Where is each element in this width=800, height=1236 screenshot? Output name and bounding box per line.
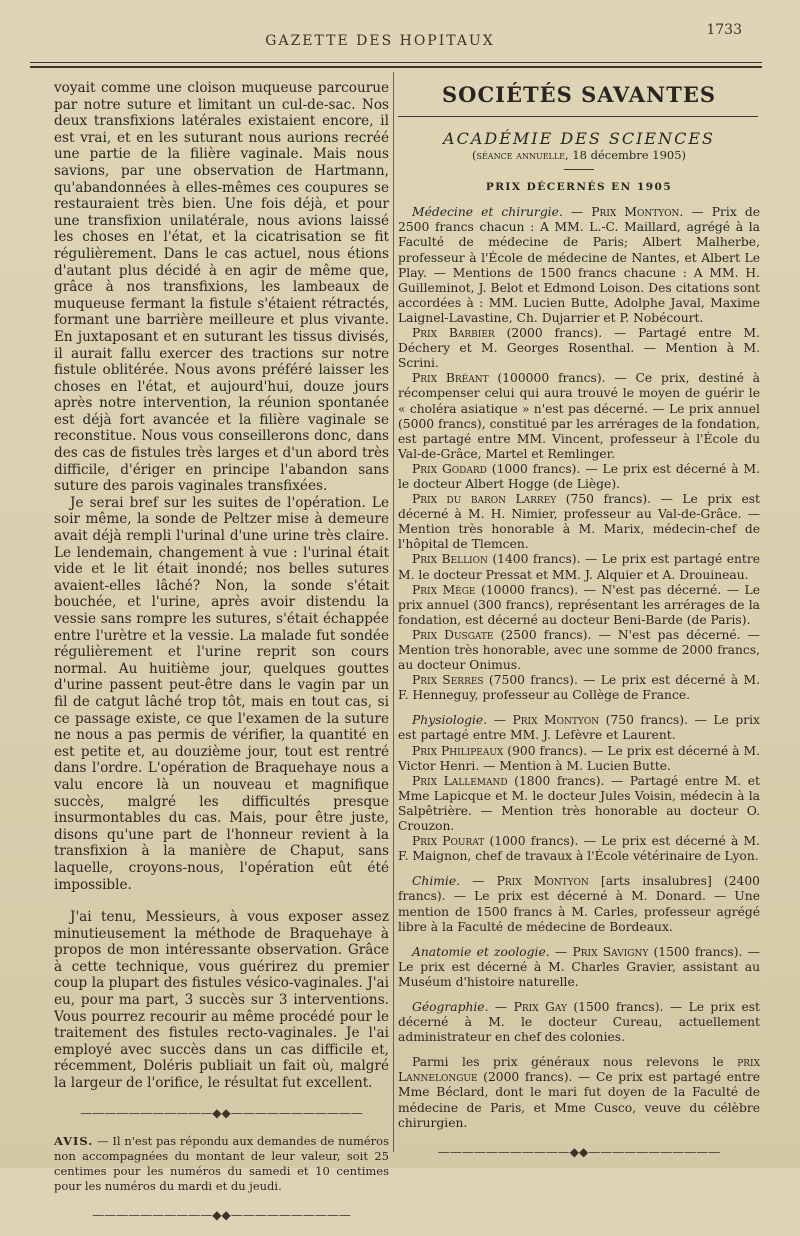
prize-name: Prix Barbier (412, 326, 495, 341)
header-rule-bottom (30, 66, 762, 68)
prize-name: Prix du baron Larrey (412, 492, 557, 507)
prize-entry: Chimie. — Prix Montyon [arts insalubres] (2400 francs). — Le prix est décerné à M. Donard. — Une mention de 1500 francs à M. Carles, professeur agrégé libre à la Faculté de médecine de Bordeaux. (398, 874, 760, 934)
notice-text: — Il n'est pas répondu aux demandes de numéros non accompagnées du montant de leur valeur, soit 25 centimes pour les numéros du samedi et 10 centimes pour les numéros du mardi et du jeudi. (54, 1133, 389, 1193)
prize-name: Prix Gay (513, 999, 567, 1014)
prize-entry (398, 774, 760, 834)
closing-paragraph (398, 1055, 760, 1130)
prize-entry (398, 628, 760, 673)
prize-name: Prix Bellion (412, 552, 488, 567)
discipline-label: Physiologie. (412, 713, 488, 728)
subscription-notice (54, 1134, 389, 1194)
prize-name: Prix Pourat (412, 834, 485, 849)
prize-name: Prix Mège (412, 582, 476, 597)
prize-text: (1500 francs). — Le prix est décerné à M. le docteur Cureau, actuellement administrateur en chef des colonies. (398, 999, 760, 1045)
prize-entry (398, 492, 760, 552)
prize-entry (398, 326, 760, 371)
prize-entry (398, 462, 760, 492)
prize-text: (2000 francs). — Partagé entre M. Déchery et M. Georges Rosenthal. — Mention à M. Scrini. (398, 326, 760, 371)
closing-text: (2000 francs). — Ce prix est partagé entre Mme Béclard, dont le mari fut doyen de la Faculté de médecine de Paris, et Mme Cusco, veuve du célèbre chirurgien. (398, 1070, 760, 1130)
prize-name: Prix Montyon (496, 874, 589, 889)
prize-name: Prix Lallemand (412, 773, 508, 788)
prize-text: (10000 francs). — N'est pas décerné. — Le prix annuel (300 francs), représentant les arrérages de la fondation, est décerné au docteur Beni-Barde (de Paris). (398, 582, 760, 627)
prize-name: Prix Montyon. (591, 205, 684, 220)
prize-entry (398, 552, 760, 582)
left-column (54, 80, 389, 1236)
prize-entry (398, 673, 760, 703)
prize-text: (750 francs). — Le prix est partagé entre MM. J. Lefèvre et Laurent. (398, 713, 760, 743)
prize-entry: Géographie. — Prix Gay (1500 francs). — Le prix est décerné à M. le docteur Cureau, actuellement administrateur en chef des colonies. (398, 999, 760, 1045)
short-rule (564, 169, 594, 170)
notice-label: AVIS. (54, 1133, 94, 1148)
session-date: 18 décembre 1905) (568, 148, 687, 163)
discipline-label: Médecine et chirurgie. (412, 205, 563, 220)
section-rule (398, 116, 758, 117)
closing-prize: prix Lannelongue (398, 1055, 760, 1085)
prize-text: (1000 francs). — Le prix est décerné à M. le docteur Albert Hogge (de Liège). (398, 461, 760, 491)
page-number: 1733 (706, 22, 742, 38)
prize-name: Prix Philipeaux (412, 743, 504, 758)
section-title: SOCIÉTÉS SAVANTES (442, 82, 716, 107)
prize-name: Prix Godard (412, 461, 487, 476)
discipline-label: Chimie. (412, 874, 461, 889)
prize-text: (1000 francs). — Le prix est décerné à M. F. Maignon, chef de travaux à l'École vétérinaire de Lyon. (398, 834, 760, 864)
discipline-label: Géographie. (412, 999, 489, 1014)
session-line (398, 148, 760, 163)
right-column (398, 80, 760, 1173)
discipline-label: Anatomie et zoologie. (412, 944, 550, 959)
prize-text: (750 francs). — Le prix est décerné à M. H. Nimier, professeur au Val-de-Grâce. — Mention très honorable à M. Marix, médecin-chef de l'hôpital de Tlemcen. (398, 492, 760, 552)
prize-entry: Physiologie. — Prix Montyon (750 francs). — Le prix est partagé entre MM. J. Lefèvre et Laurent. (398, 713, 760, 743)
closing-intro: Parmi les prix généraux nous relevons le (412, 1055, 738, 1070)
prize-entry (398, 371, 760, 462)
body-paragraph: Je serai bref sur les suites de l'opération. Le soir même, la sonde de Peltzer mise à demeure avait déjà rempli l'urinal d'une urine très claire. Le lendemain, changement à vue : l'urinal était vide et le lit était inondé; nos belles sutures avaient-elles lâché? Non, la sonde s'était bouchée, et l'urine, après avoir distendu la vessie sans rompre les sutures, s'était échappée entre l'urètre et la vessie. La malade fut sondée régulièrement et l'urine reprit son cours normal. Au huitième jour, quelques gouttes d'urine passent peut-être dans le vagin par un fil de catgut lâché trop tôt, mais en tout cas, si ce passage existe, ce que l'examen de la suture ne nous a pas permis de vérifier, la quantité en est petite et, au douzième jour, tout est rentré dans l'ordre. L'opération de Braquehaye nous a valu encore là un nouveau et magnifique succès, malgré les difficultés presque insurmontables du cas. Mais, pour être juste, disons qu'une part de l'honneur revient à la transfixion à la manière de Chaput, sans laquelle, croyons-nous, l'opération eût été impossible. (54, 494, 389, 893)
prize-text: (1500 francs). — Le prix est décerné à M. Charles Gravier, assistant au Muséum d'histoire naturelle. (398, 944, 760, 989)
running-title: GAZETTE DES HOPITAUX (265, 33, 495, 49)
session-open: ( (471, 148, 477, 163)
prize-entry (398, 583, 760, 628)
prize-entry (398, 744, 760, 774)
prize-entry (398, 834, 760, 864)
prize-entries (398, 205, 760, 1045)
column-divider (393, 72, 394, 1152)
ornament-divider: ———————————◆◆——————————— (80, 1105, 363, 1120)
prizes-heading: PRIX DÉCERNÉS EN 1905 (485, 181, 673, 194)
ornament-divider: ———————————◆◆——————————— (437, 1144, 721, 1159)
body-paragraph: voyait comme une cloison muqueuse parcourue par notre suture et limitant un cul-de-sac. Nos deux transfixions latérales existaient encore, il est vrai, et en les suturant nous aurions recréé une partie de la filière vaginale. Mais nous savions, par une observation de Hartmann, qu'abandonnées à elles-mêmes ces coupures se restauraient très bien. Une fois déjà, et pour une transfixion unilatérale, nous avions laissé les choses en l'état, et la cicatrisation se fit régulièrement. Dans le cas actuel, nous étions d'autant plus décidé à en agir de même que, grâce à nos transfixions, les lambeaux de muqueuse fermant la fistule s'étaient rétractés, formant une barrière meilleure et plus vivante. En juxtaposant et en suturant les tissus divisés, il aurait fallu exercer des tractions sur notre fistule oblitérée. Nous avons préféré laisser les choses en l'état, et aujourd'hui, douze jours après notre intervention, la réunion spontanée est déjà fort avancée et la filière vaginale se reconstitue. Nous vous conseillerons donc, dans des cas de fistules très larges et d'un abord très difficile, d'ériger en principe l'abandon sans suture des parois vaginales transfixées. (54, 80, 389, 495)
prize-entry: Anatomie et zoologie. — Prix Savigny (1500 francs). — Le prix est décerné à M. Charles Gravier, assistant au Muséum d'histoire naturelle. (398, 944, 760, 989)
prize-name: Prix Bréant (412, 371, 489, 386)
prize-name: Prix Serres (412, 673, 484, 688)
prize-name: Prix Dusgate (412, 627, 494, 642)
body-paragraph: J'ai tenu, Messieurs, à vous exposer assez minutieusement la méthode de Braquehaye à propos de mon intéressante observation. Grâce à cette technique, vous guérirez du premier coup la plupart des fistules vésico-vaginales. J'ai eu, pour ma part, 3 succès sur 3 interventions. Vous pourrez recourir au même procédé pour le traitement des fistules recto-vaginales. Je l'ai employé avec succès dans un cas difficile et, récemment, Doléris publiait un fait où, malgré la largeur de l'orifice, le résultat fut excellent. (54, 909, 389, 1092)
session-label: séance annuelle, (476, 148, 569, 163)
prize-text: (1800 francs). — Partagé entre M. et Mme Lapicque et M. le docteur Jules Voisin, médecin à la Salpêtrière. — Mention très honorable au docteur O. Crouzon. (398, 773, 760, 834)
prize-text: (2500 francs). — N'est pas décerné. — Mention très honorable, avec une somme de 2000 francs, au docteur Onimus. (398, 627, 760, 673)
ornament-divider: ——————————◆◆—————————— (92, 1207, 351, 1222)
page-header (0, 0, 800, 84)
prize-text: (7500 francs). — Le prix est décerné à M. F. Henneguy, professeur au Collège de France. (398, 673, 760, 703)
header-rule-top (30, 62, 762, 63)
prize-text: [arts insalubres] (2400 francs). — Le prix est décerné à M. Donard. — Une mention de 1500 francs à M. Carles, professeur agrégé libre à la Faculté de médecine de Bordeaux. (398, 874, 760, 934)
prize-text: (900 francs). — Le prix est décerné à M. Victor Henri. — Mention à M. Lucien Butte. (398, 743, 761, 773)
prize-text: (1400 francs). — Le prix est partagé entre M. le docteur Pressat et MM. J. Alquier et A. Drouineau. (398, 552, 760, 582)
prize-name: Prix Savigny (572, 944, 649, 959)
prize-text: — Prix de 2500 francs chacun : A MM. L.-C. Maillard, agrégé à la Faculté de médecine de Paris; Albert Malherbe, professeur à l'École de médecine de Nantes, et Albert Le Play. — Mentions de 1500 francs chacune : A MM. H. Guilleminot, J. Belot et Edmond Loison. Des citations sont accordées à : MM. Lucien Butte, Adolphe Javal, Maxime Laignel-Lavastine, Ch. Dujarrier et P. Nobécourt. (398, 205, 760, 325)
academy-title: ACADÉMIE DES SCIENCES (443, 129, 715, 148)
prize-entry: Médecine et chirurgie. — Prix Montyon. — Prix de 2500 francs chacun : A MM. L.-C. Maillard, agrégé à la Faculté de médecine de Paris; Albert Malherbe, professeur à l'École de médecine de Nantes, et Albert Le Play. — Mentions de 1500 francs chacune : A MM. H. Guilleminot, J. Belot et Edmond Loison. Des citations sont accordées à : MM. Lucien Butte, Adolphe Javal, Maxime Laignel-Lavastine, Ch. Dujarrier et P. Nobécourt. (398, 205, 760, 325)
prize-name: Prix Montyon (512, 713, 600, 728)
prize-text: (100000 francs). — Ce prix, destiné à récompenser celui qui aura trouvé le moyen de guérir le « choléra asiatique » n'est pas décerné. — Le prix annuel (5000 francs), constitué par les arrérages de la fondation, est partagé entre MM. Vincent, professeur à l'École du Val-de-Grâce, Martel et Remlinger. (398, 371, 760, 461)
